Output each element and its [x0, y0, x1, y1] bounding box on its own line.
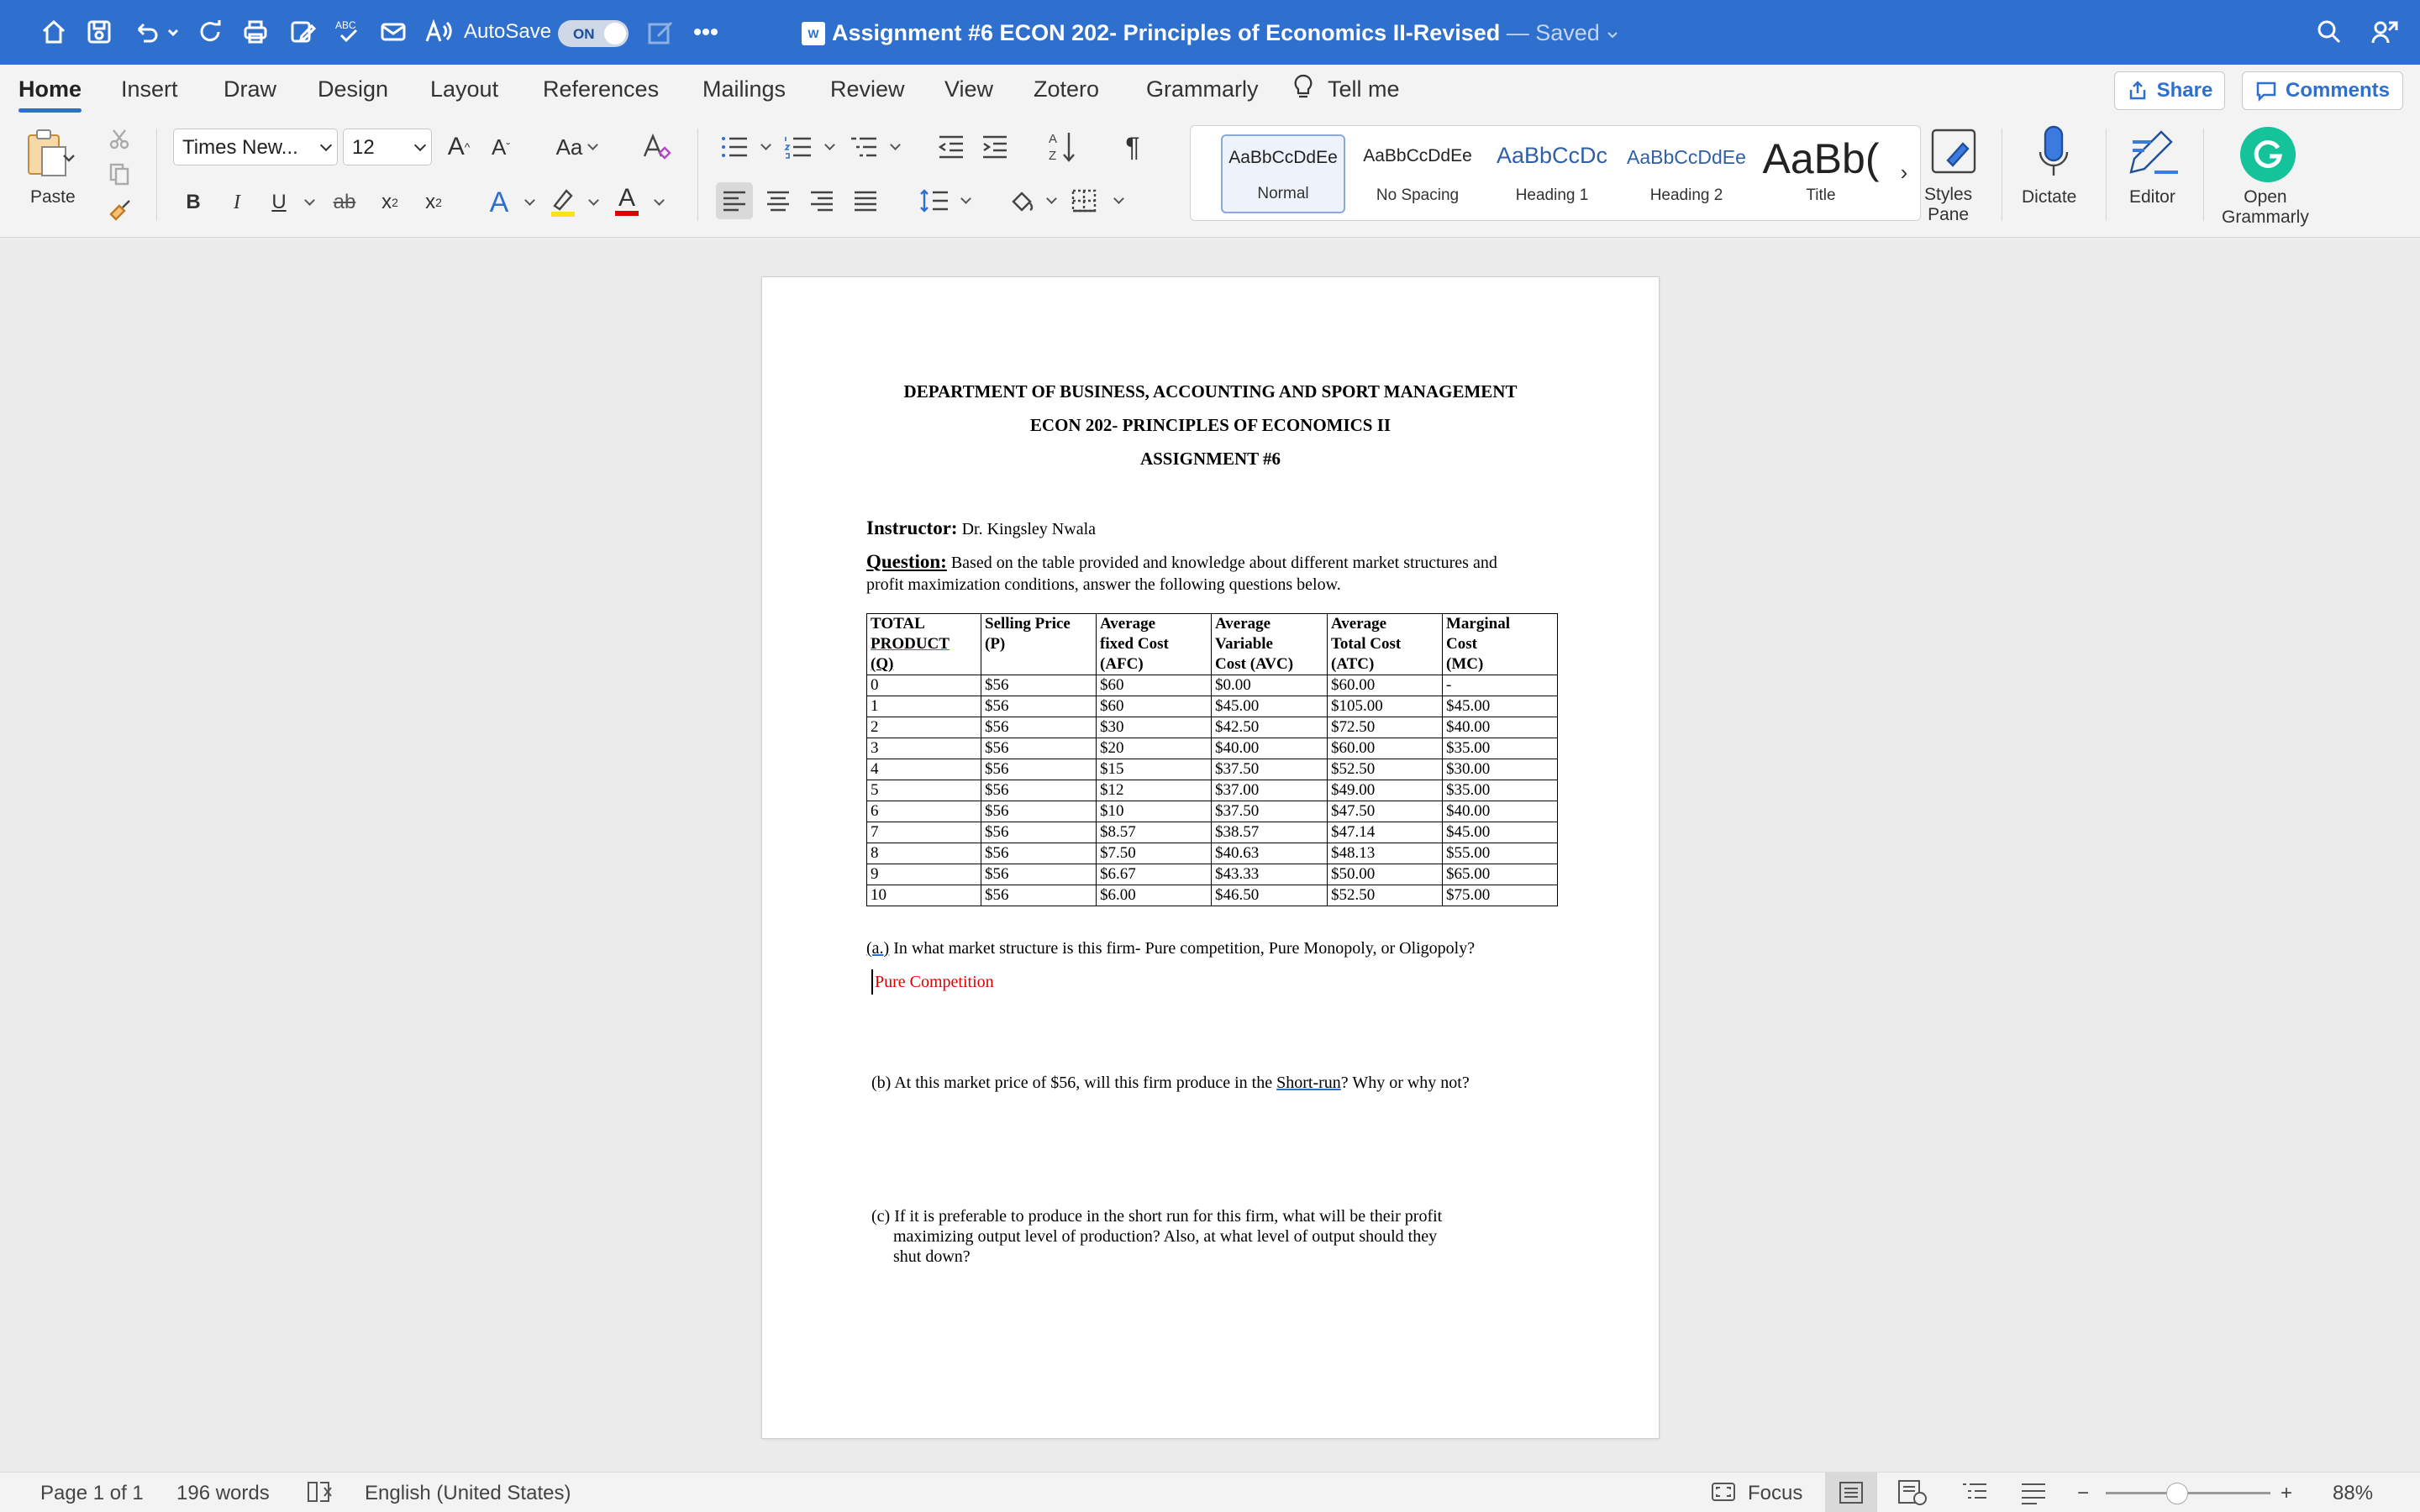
table-row [867, 780, 1558, 801]
style-title-preview: AaBb( [1762, 135, 1880, 182]
cell-mc: $40.00 [1443, 717, 1558, 738]
header-mc [1443, 614, 1558, 675]
highlight-icon[interactable] [546, 181, 580, 221]
cell-quantity: 0 [867, 675, 981, 696]
open-grammarly-line1: Open [2244, 187, 2287, 207]
microphone-icon[interactable] [2033, 123, 2074, 181]
account-icon[interactable] [2368, 13, 2402, 50]
tab-home[interactable]: Home [18, 76, 82, 102]
align-right-icon[interactable] [805, 182, 839, 219]
header-mc-l2: Cost [1446, 635, 1477, 653]
style-no-spacing-preview: AaBbCcDdEe [1363, 146, 1472, 165]
question-label: Question: [866, 551, 947, 572]
grow-font-label: A [447, 133, 465, 160]
style-normal-name: Normal [1257, 185, 1309, 202]
autosave-label: AutoSave [464, 20, 552, 43]
table-row [867, 843, 1558, 864]
question-a [866, 936, 1589, 961]
align-center-icon[interactable] [761, 182, 795, 219]
style-heading-1-name: Heading 1 [1515, 186, 1589, 204]
cell-afc: $10 [1097, 801, 1212, 822]
cut-icon[interactable] [106, 125, 133, 152]
instructor-name: Dr. Kingsley Nwala [961, 520, 1097, 538]
answer-a-text: Pure Competition [875, 973, 994, 991]
cell-mc: $65.00 [1443, 864, 1558, 885]
header-atc-l1: Average [1331, 615, 1387, 633]
comments-button[interactable] [2242, 71, 2403, 110]
underline-button[interactable]: U [271, 191, 287, 213]
line-spacing-dropdown-icon[interactable] [953, 182, 971, 219]
read-aloud-icon[interactable] [422, 13, 455, 50]
shading-dropdown-icon[interactable] [1039, 182, 1057, 219]
question-c [871, 1206, 1594, 1267]
question-a-text: In what market structure is this firm- Pure competition, Pure Monopoly, or Oligopoly? [893, 939, 1476, 958]
email-icon[interactable] [376, 13, 410, 50]
header-total-product-l3: (Q) [871, 655, 894, 673]
focus-icon[interactable] [1711, 1481, 1736, 1509]
header-selling-price-l1: Selling Price [985, 615, 1071, 633]
cell-quantity: 8 [867, 843, 981, 864]
cell-price: $56 [981, 738, 1097, 759]
autosave-state: ON [573, 26, 595, 42]
cell-afc: $20 [1097, 738, 1212, 759]
line-spacing-icon[interactable] [916, 182, 953, 219]
cell-atc: $60.00 [1328, 738, 1443, 759]
cell-mc: - [1443, 675, 1558, 696]
autosave-toggle[interactable] [558, 20, 629, 47]
open-grammarly-line2: Grammarly [2222, 207, 2309, 227]
table-header-row [867, 614, 1558, 675]
table-row [867, 759, 1558, 780]
comments-label: Comments [2285, 79, 2391, 102]
question-paragraph [866, 549, 1572, 597]
cell-mc: $45.00 [1443, 696, 1558, 717]
tab-draw[interactable]: Draw [224, 76, 277, 102]
comment-icon [2255, 80, 2277, 102]
tab-zotero[interactable]: Zotero [1034, 76, 1100, 102]
header-selling-price [981, 614, 1097, 675]
cell-avc: $38.57 [1212, 822, 1328, 843]
spelling-check-icon[interactable] [331, 13, 365, 50]
draft-view-icon[interactable] [2020, 1481, 2047, 1510]
style-heading-2-name: Heading 2 [1649, 186, 1723, 204]
course-heading: ECON 202- PRINCIPLES OF ECONOMICS II [1029, 415, 1392, 435]
cell-atc: $47.14 [1328, 822, 1443, 843]
proofing-icon[interactable] [306, 1479, 334, 1510]
cell-afc: $15 [1097, 759, 1212, 780]
editor-label: Editor [2129, 187, 2175, 207]
pen-icon[interactable] [644, 13, 677, 50]
table-row [867, 717, 1558, 738]
focus-label[interactable]: Focus [1748, 1482, 1803, 1504]
undo-icon[interactable] [129, 13, 163, 50]
more-options-icon[interactable] [691, 13, 721, 50]
cell-avc: $37.00 [1212, 780, 1328, 801]
table-row [867, 822, 1558, 843]
style-title-name: Title [1806, 186, 1836, 204]
cell-avc: $45.00 [1212, 696, 1328, 717]
question-c-line3: shut down? [893, 1247, 971, 1266]
tab-review[interactable]: Review [830, 76, 905, 102]
header-avc [1212, 614, 1328, 675]
question-text: Based on the table provided and knowledge about different market structures and [950, 554, 1497, 572]
change-case-button[interactable] [546, 129, 607, 165]
subscript-label: x [381, 191, 392, 213]
cell-atc: $52.50 [1328, 759, 1443, 780]
multilevel-list-icon[interactable] [845, 130, 882, 164]
table-row [867, 864, 1558, 885]
header-atc-l2: Total Cost [1331, 635, 1402, 653]
cell-price: $56 [981, 843, 1097, 864]
style-heading-2-preview: AaBbCcDdEe [1627, 146, 1746, 168]
font-color-label: A [615, 186, 639, 216]
change-case-label: Aa [555, 134, 583, 160]
tab-mailings[interactable]: Mailings [702, 76, 786, 102]
saved-status: — Saved [1506, 20, 1600, 45]
question-text-2: profit maximization conditions, answer the following questions below. [866, 575, 1341, 594]
cell-avc: $40.63 [1212, 843, 1328, 864]
cost-table-body [867, 675, 1558, 906]
increase-indent-icon[interactable] [978, 130, 1012, 164]
question-c-line1: (c) If it is preferable to produce in the short run for this firm, what will be their profit [871, 1207, 1443, 1226]
word-count[interactable]: 196 words [176, 1482, 270, 1504]
cell-avc: $37.50 [1212, 759, 1328, 780]
cell-mc: $40.00 [1443, 801, 1558, 822]
style-no-spacing-name: No Spacing [1376, 186, 1460, 204]
cell-price: $56 [981, 696, 1097, 717]
cell-quantity: 4 [867, 759, 981, 780]
borders-icon[interactable] [1067, 182, 1101, 219]
title-bar [0, 0, 2420, 65]
cell-mc: $30.00 [1443, 759, 1558, 780]
question-c-line2: maximizing output level of production? Also, at what level of output should they [893, 1227, 1438, 1246]
cell-avc: $0.00 [1212, 675, 1328, 696]
grow-font-button[interactable]: A ^ [447, 133, 471, 160]
underline-dropdown-icon[interactable] [296, 184, 316, 221]
header-avc-l2: Variable [1215, 635, 1273, 653]
cell-atc: $52.50 [1328, 885, 1443, 906]
shading-icon[interactable] [1005, 182, 1039, 219]
format-painter-icon[interactable] [104, 196, 134, 226]
cell-atc: $49.00 [1328, 780, 1443, 801]
svg-text:Z: Z [1049, 149, 1057, 163]
redo-icon[interactable] [193, 13, 227, 50]
cell-price: $56 [981, 885, 1097, 906]
home-icon[interactable] [37, 13, 71, 50]
share-icon [2127, 80, 2149, 102]
cell-atc: $105.00 [1328, 696, 1443, 717]
style-no-spacing[interactable] [1355, 134, 1480, 213]
cell-quantity: 3 [867, 738, 981, 759]
cell-price: $56 [981, 864, 1097, 885]
document-name: Assignment #6 ECON 202- Principles of Economics II-Revised [832, 20, 1501, 45]
header-selling-price-l2: (P) [985, 635, 1006, 653]
assignment-heading: ASSIGNMENT #6 [1139, 449, 1281, 469]
instructor-label: Instructor: [866, 517, 958, 538]
tab-design[interactable]: Design [318, 76, 389, 102]
header-total-product-l1: TOTAL [871, 615, 925, 633]
cell-atc: $47.50 [1328, 801, 1443, 822]
styles-more-icon[interactable]: › [1900, 159, 1908, 185]
web-layout-view-icon[interactable] [1897, 1479, 1928, 1512]
bullets-dropdown-icon[interactable] [753, 130, 771, 164]
instructor-line [866, 516, 1096, 542]
cell-quantity: 2 [867, 717, 981, 738]
strikethrough-button[interactable]: ab [333, 191, 356, 213]
answer-a-field[interactable] [871, 969, 994, 995]
cell-avc: $37.50 [1212, 801, 1328, 822]
cell-afc: $8.57 [1097, 822, 1212, 843]
svg-text:A: A [1049, 132, 1058, 146]
word-document-icon: W [802, 22, 825, 45]
cell-quantity: 6 [867, 801, 981, 822]
paste-icon[interactable] [24, 127, 76, 186]
cell-price: $56 [981, 822, 1097, 843]
cell-afc: $6.00 [1097, 885, 1212, 906]
cell-mc: $45.00 [1443, 822, 1558, 843]
cell-mc: $35.00 [1443, 780, 1558, 801]
page-count[interactable]: Page 1 of 1 [40, 1482, 144, 1504]
cell-price: $56 [981, 801, 1097, 822]
question-b [871, 1070, 1594, 1095]
table-row [867, 885, 1558, 906]
font-color-dropdown-icon[interactable] [645, 184, 666, 221]
header-mc-l3: (MC) [1446, 655, 1484, 673]
font-name-combo[interactable] [173, 129, 338, 165]
cell-avc: $42.50 [1212, 717, 1328, 738]
zoom-in-button[interactable]: + [2281, 1482, 2293, 1504]
cell-atc: $48.13 [1328, 843, 1443, 864]
subscript-button[interactable]: x 2 [381, 191, 398, 213]
numbering-icon[interactable] [780, 130, 817, 164]
copy-icon[interactable] [106, 160, 133, 187]
bold-button[interactable]: B [186, 191, 201, 213]
outline-view-icon[interactable] [1961, 1481, 1988, 1510]
zoom-slider[interactable] [2106, 1492, 2270, 1494]
header-atc-l3: (ATC) [1331, 655, 1375, 673]
superscript-label: x [425, 191, 436, 213]
search-icon[interactable] [2312, 13, 2346, 50]
paste-label: Paste [30, 187, 76, 207]
cell-afc: $7.50 [1097, 843, 1212, 864]
cell-mc: $55.00 [1443, 843, 1558, 864]
header-afc-l2: fixed Cost [1100, 635, 1169, 653]
language-status[interactable]: English (United States) [365, 1482, 571, 1504]
table-row [867, 696, 1558, 717]
zoom-out-button[interactable]: − [2077, 1482, 2090, 1504]
status-bar [0, 1472, 2420, 1512]
cell-quantity: 7 [867, 822, 981, 843]
tab-insert[interactable]: Insert [121, 76, 178, 102]
lightbulb-icon [1291, 73, 1316, 106]
styles-pane-label-line1: Styles [1924, 185, 1973, 204]
share-label: Share [2156, 79, 2213, 102]
header-mc-l1: Marginal [1446, 615, 1510, 633]
tab-grammarly[interactable]: Grammarly [1146, 76, 1259, 102]
header-avc-l3: Cost (AVC) [1215, 655, 1294, 673]
zoom-slider-handle[interactable] [2166, 1483, 2188, 1504]
cost-table [866, 613, 1558, 906]
cell-quantity: 9 [867, 864, 981, 885]
cell-mc: $75.00 [1443, 885, 1558, 906]
style-heading-2[interactable] [1624, 134, 1749, 213]
align-left-icon[interactable] [716, 182, 753, 219]
cell-afc: $6.67 [1097, 864, 1212, 885]
table-row [867, 801, 1558, 822]
menu-bar [0, 65, 2420, 113]
department-heading: DEPARTMENT OF BUSINESS, ACCOUNTING AND SPORT MANAGEMENT [903, 381, 1518, 402]
editor-icon[interactable] [2124, 123, 2183, 181]
print-layout-view-icon[interactable] [1825, 1473, 1877, 1512]
cell-afc: $60 [1097, 675, 1212, 696]
styles-pane-label-line2: Pane [1928, 205, 1970, 224]
bullets-icon[interactable] [716, 130, 753, 164]
table-row [867, 738, 1558, 759]
cell-avc: $43.33 [1212, 864, 1328, 885]
cell-atc: $60.00 [1328, 675, 1443, 696]
document-page[interactable] [761, 276, 1660, 1439]
cell-avc: $40.00 [1212, 738, 1328, 759]
shrink-font-button[interactable]: A ˇ [491, 134, 510, 160]
decrease-indent-icon[interactable] [934, 130, 968, 164]
header-avc-l1: Average [1215, 615, 1271, 633]
italic-button[interactable]: I [234, 191, 240, 213]
header-total-product-l2: PRODUCT [871, 635, 950, 653]
borders-dropdown-icon[interactable] [1106, 182, 1124, 219]
question-a-label: (a.) [866, 939, 890, 958]
superscript-button[interactable]: x 2 [425, 191, 442, 213]
cell-atc: $72.50 [1328, 717, 1443, 738]
header-afc-l3: (AFC) [1100, 655, 1144, 673]
cell-price: $56 [981, 780, 1097, 801]
title-chevron-down-icon [1606, 30, 1619, 40]
short-run-term: Short-run [1276, 1074, 1341, 1092]
table-row [867, 675, 1558, 696]
undo-dropdown-icon[interactable] [165, 13, 182, 50]
question-b-text: (b) At this market price of $56, will this firm produce in the [871, 1074, 1273, 1092]
styles-gallery [1190, 125, 1921, 221]
header-total-product [867, 614, 981, 675]
numbering-dropdown-icon[interactable] [817, 130, 835, 164]
document-title[interactable] [832, 20, 1619, 46]
print-icon[interactable] [239, 13, 272, 50]
style-title[interactable] [1759, 134, 1883, 213]
styles-pane-icon[interactable] [1928, 125, 1980, 177]
font-size-combo[interactable] [343, 129, 432, 165]
text-effects-dropdown-icon[interactable] [516, 184, 536, 221]
cell-afc: $12 [1097, 780, 1212, 801]
cell-avc: $46.50 [1212, 885, 1328, 906]
cell-afc: $30 [1097, 717, 1212, 738]
cell-price: $56 [981, 675, 1097, 696]
styles-pane-label [1924, 185, 1972, 225]
zoom-level[interactable]: 88% [2333, 1482, 2374, 1504]
text-effects-button[interactable]: A [489, 186, 509, 218]
header-afc-l1: Average [1100, 615, 1156, 633]
share-button[interactable] [2114, 71, 2225, 110]
question-b-text-end: ? Why or why not? [1340, 1074, 1470, 1092]
sort-button[interactable] [1045, 127, 1079, 167]
tab-references[interactable]: References [543, 76, 660, 102]
font-size-value: 12 [352, 136, 375, 159]
style-heading-1-preview: AaBbCcDc [1496, 143, 1608, 168]
header-afc [1097, 614, 1212, 675]
grammarly-icon[interactable] [2240, 127, 2296, 182]
cell-atc: $50.00 [1328, 864, 1443, 885]
highlight-dropdown-icon[interactable] [580, 184, 600, 221]
font-name-value: Times New... [182, 136, 298, 159]
style-normal[interactable] [1221, 134, 1345, 213]
dictate-label: Dictate [2022, 187, 2077, 207]
cell-quantity: 5 [867, 780, 981, 801]
style-normal-preview: AaBbCcDdEe [1228, 148, 1338, 167]
cell-quantity: 10 [867, 885, 981, 906]
svg-text:ABC: ABC [335, 19, 356, 31]
multilevel-dropdown-icon[interactable] [882, 130, 901, 164]
cell-quantity: 1 [867, 696, 981, 717]
save-icon[interactable] [82, 13, 116, 50]
justify-icon[interactable] [849, 182, 882, 219]
cell-price: $56 [981, 717, 1097, 738]
shrink-font-label: A [491, 134, 507, 160]
tab-layout[interactable]: Layout [430, 76, 499, 102]
cell-mc: $35.00 [1443, 738, 1558, 759]
header-atc [1328, 614, 1443, 675]
clear-formatting-icon[interactable] [637, 129, 674, 165]
open-grammarly-label [2222, 187, 2309, 228]
edit-document-icon[interactable] [286, 13, 319, 50]
font-color-button[interactable] [610, 181, 644, 221]
tab-view[interactable]: View [944, 76, 994, 102]
cell-price: $56 [981, 759, 1097, 780]
show-formatting-icon[interactable]: ¶ [1125, 131, 1140, 162]
tell-me-search[interactable]: Tell me [1328, 76, 1400, 102]
style-heading-1[interactable] [1490, 134, 1614, 213]
cell-afc: $60 [1097, 696, 1212, 717]
ribbon-home [0, 113, 2420, 238]
